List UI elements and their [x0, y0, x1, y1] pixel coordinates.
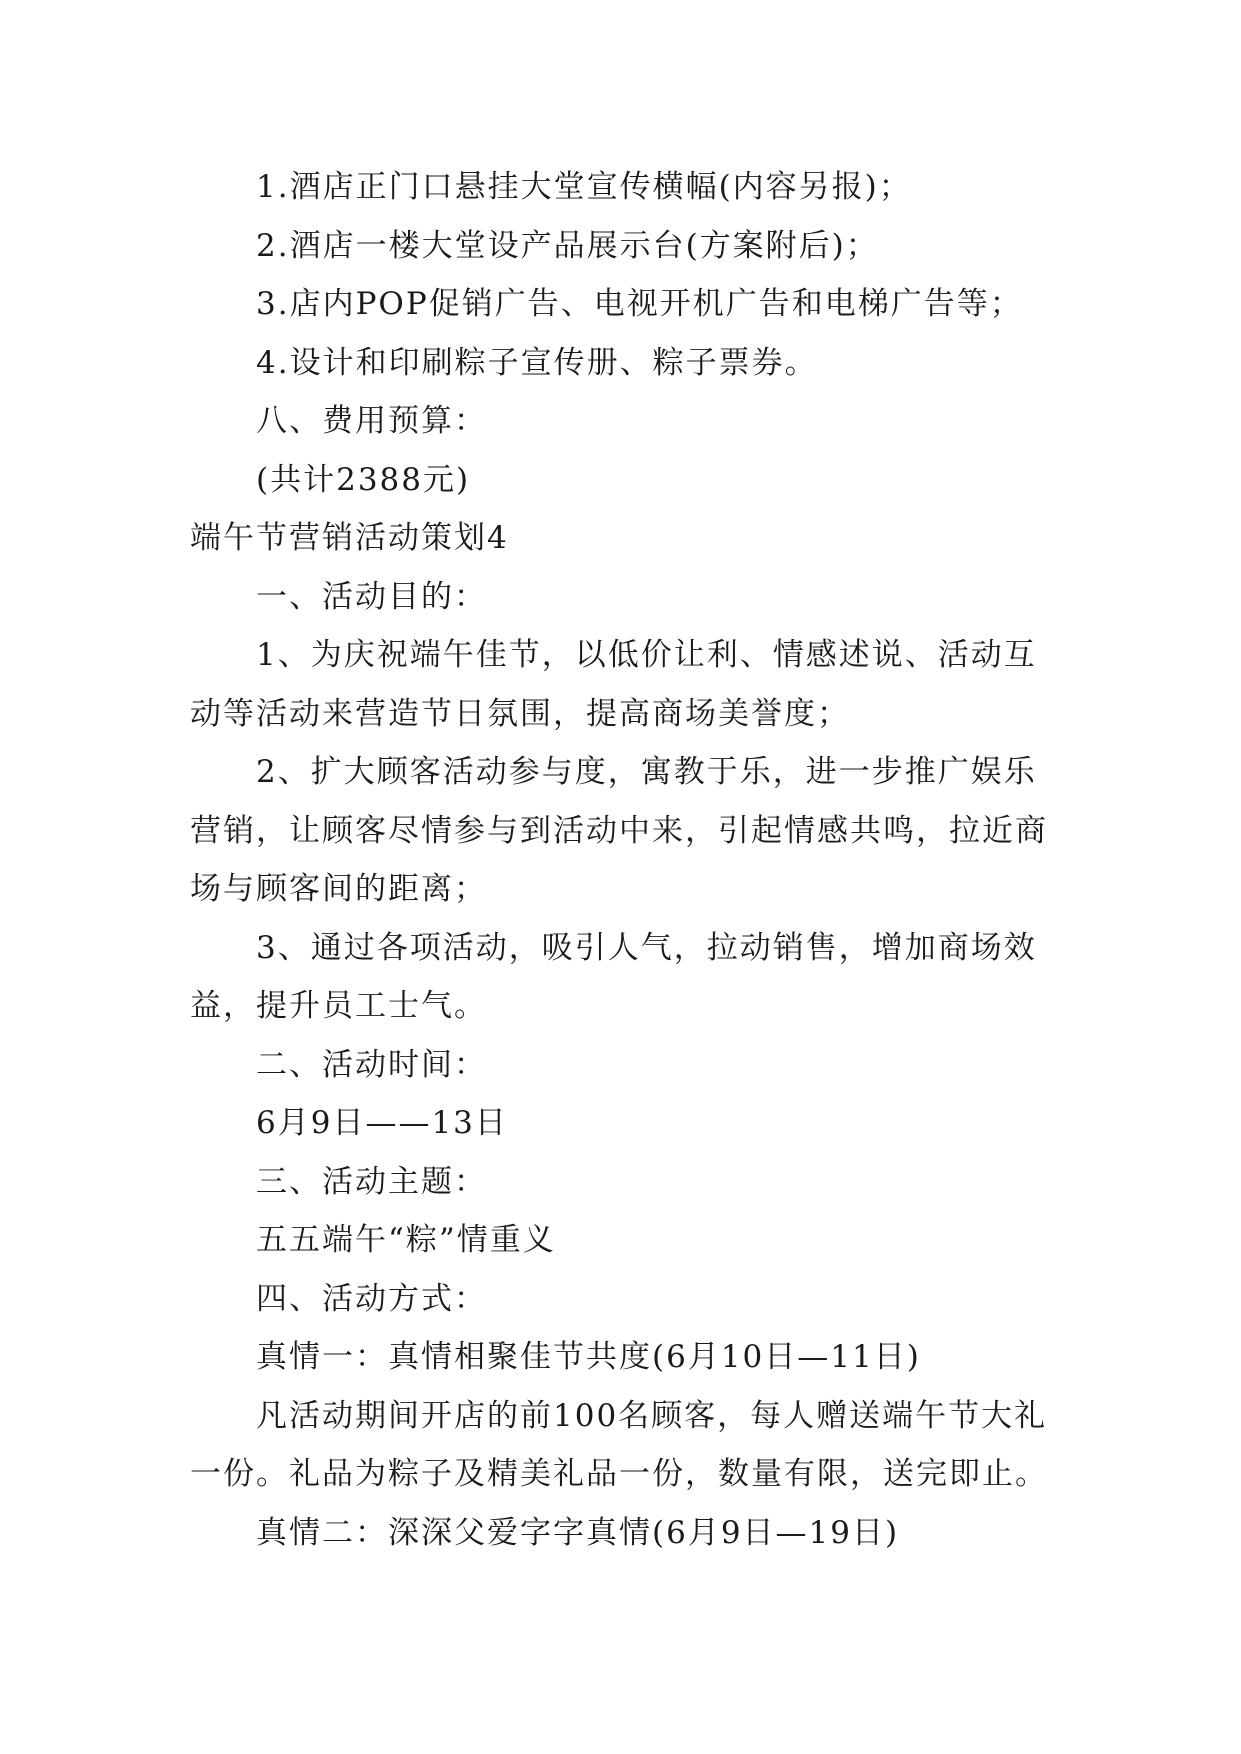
list-item: 4.设计和印刷粽子宣传册、粽子票券。: [256, 344, 818, 381]
budget-total: (共计2388元): [256, 461, 471, 498]
section-heading: 八、费用预算：: [256, 403, 487, 439]
list-item: 2.酒店一楼大堂设产品展示台(方案附后)；: [256, 227, 879, 264]
document-title: 端午节营销活动策划4: [190, 520, 509, 556]
paragraph-line: 2、扩大顾客活动参与度，寓教于乐，进一步推广娱乐: [256, 754, 1037, 790]
paragraph-line: 益，提升员工士气。: [190, 988, 487, 1024]
paragraph-line: 场与顾客间的距离；: [190, 871, 487, 907]
activity-theme: 五五端午“粽”情重义: [256, 1222, 556, 1258]
list-item: 1.酒店正门口悬挂大堂宣传横幅(内容另报)；: [256, 169, 912, 205]
section-heading: 一、活动目的：: [256, 578, 487, 615]
list-item: 3.店内POP促销广告、电视开机广告和电梯广告等；: [256, 286, 1023, 322]
sub-heading: 真情一：真情相聚佳节共度(6月10日—11日): [256, 1339, 921, 1375]
paragraph-line: 3、通过各项活动，吸引人气，拉动销售，增加商场效: [256, 929, 1037, 966]
paragraph-line: 动等活动来营造节日氛围，提高商场美誉度；: [190, 695, 850, 732]
paragraph-line: 凡活动期间开店的前100名顾客，每人赠送端午节大礼: [256, 1397, 1048, 1434]
paragraph-line: 一份。礼品为粽子及精美礼品一份，数量有限，送完即止。: [190, 1456, 1048, 1492]
section-heading: 三、活动主题：: [256, 1163, 487, 1200]
paragraph-line: 1、为庆祝端午佳节，以低价让利、情感述说、活动互: [256, 637, 1037, 673]
activity-dates: 6月9日——13日: [256, 1105, 508, 1141]
sub-heading: 真情二：深深父爱字字真情(6月9日—19日): [256, 1514, 900, 1551]
paragraph-line: 营销，让顾客尽情参与到活动中来，引起情感共鸣，拉近商: [190, 812, 1048, 849]
section-heading: 二、活动时间：: [256, 1046, 487, 1083]
section-heading: 四、活动方式：: [256, 1280, 487, 1317]
document-body: [190, 158, 1075, 1562]
